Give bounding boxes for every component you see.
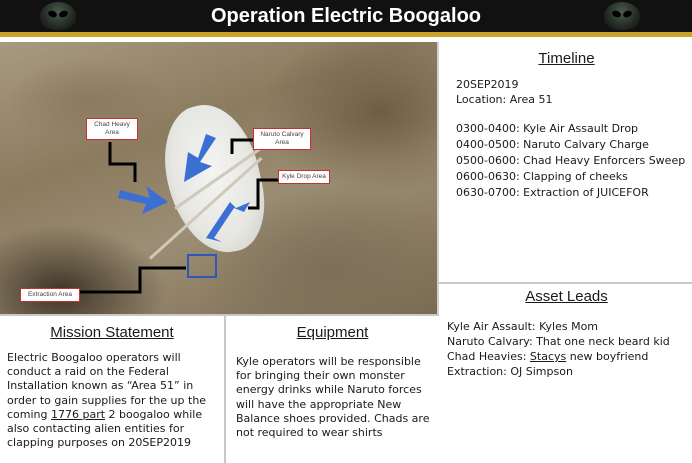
timeline-event: 0500-0600: Chad Heavy Enforcers Sweep: [456, 154, 686, 167]
chad-connector-line: [110, 142, 135, 182]
timeline-event: 0400-0500: Naruto Calvary Charge: [456, 138, 649, 151]
mission-text-part: 2 boogaloo while also contacting alien entities for clapping purposes on 20SEP2019: [7, 407, 203, 450]
asset-lead-chad-rest: new boyfriend: [566, 350, 649, 363]
timeline-panel: [437, 42, 692, 282]
equipment-heading: Equipment: [296, 324, 369, 341]
equipment-text: Kyle operators will be responsible for bringing their own monster energy drinks while Naruto forces will have the appropriate New Balance shoes provided. Chads are not required to wear shirts: [236, 355, 430, 440]
asset-lead-chad: [447, 349, 692, 364]
chad-heavy-area-label: Chad Heavy Area: [86, 118, 138, 140]
equipment-panel: [224, 314, 439, 463]
extraction-target-box: [187, 254, 217, 278]
kyle-connector-line: [248, 180, 278, 208]
map-overlay: [0, 42, 437, 314]
satellite-map: [0, 42, 437, 314]
asset-lead-kyle: Kyle Air Assault: Kyles Mom: [447, 320, 599, 333]
naruto-blue-arrow: [184, 134, 216, 182]
mission-text-part: Electric Boogaloo operators will conduct a raid on the Federal Installation known as “Area 51” in order to gain supplies for the up the coming: [7, 351, 207, 421]
mission-statement-panel: [0, 314, 224, 463]
timeline-events: [456, 121, 692, 201]
kyle-drop-area-label: Kyle Drop Area: [278, 170, 330, 184]
asset-lead-chad-label: Chad Heavies:: [447, 350, 530, 363]
timeline-event: 0300-0400: Kyle Air Assault Drop: [456, 122, 639, 135]
mission-statement-text: [7, 351, 218, 450]
asset-leads-panel: [437, 282, 692, 463]
asset-lead-naruto: Naruto Calvary: That one neck beard kid: [447, 335, 670, 348]
extraction-connector-line: [80, 268, 186, 292]
chad-blue-arrow: [118, 186, 168, 214]
page-title: Operation Electric Boogaloo: [210, 5, 482, 27]
title-underline: [0, 32, 692, 37]
timeline-location: Location: Area 51: [456, 93, 553, 106]
extraction-area-label: Extraction Area: [20, 288, 80, 302]
asset-leads-list: [447, 319, 692, 379]
timeline-meta: [456, 77, 692, 107]
asset-lead-chad-underlined: Stacys: [529, 350, 567, 363]
kyle-blue-arrow: [206, 202, 250, 242]
naruto-calvary-area-label: Naruto Calvary Area: [253, 128, 311, 150]
mission-text-underlined: 1776 part: [51, 407, 106, 421]
timeline-heading: Timeline: [538, 50, 595, 67]
asset-leads-heading: Asset Leads: [525, 288, 608, 305]
timeline-date: 20SEP2019: [456, 78, 519, 91]
mission-statement-heading: Mission Statement: [50, 324, 174, 341]
asset-lead-extraction: Extraction: OJ Simpson: [447, 365, 573, 378]
timeline-event: 0600-0630: Clapping of cheeks: [456, 170, 628, 183]
title-bar: [0, 0, 692, 32]
timeline-event: 0630-0700: Extraction of JUICEFOR: [456, 186, 649, 199]
